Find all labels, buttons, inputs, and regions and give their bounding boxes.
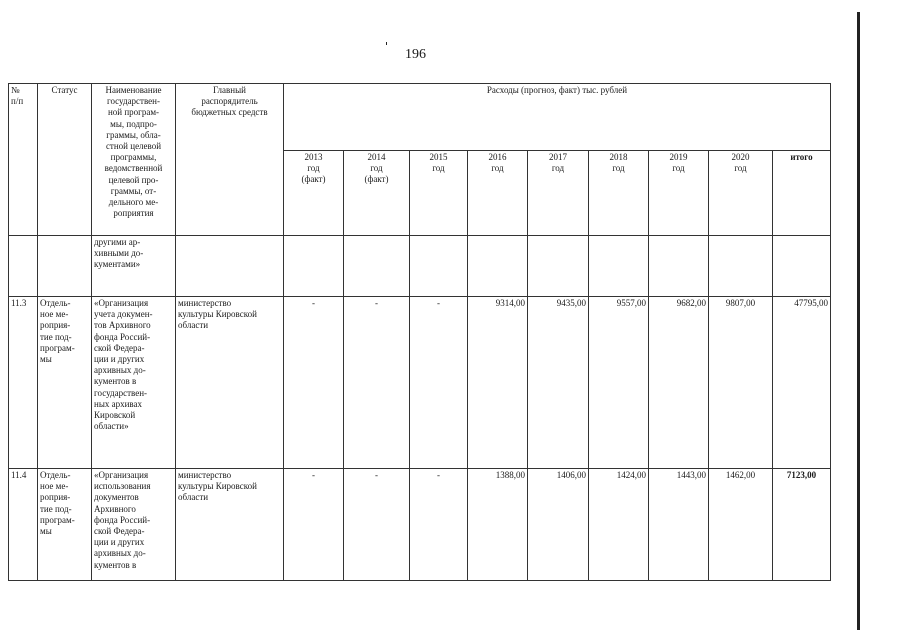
- value-cell: 9807,00: [709, 297, 773, 469]
- value-cell: 1406,00: [528, 469, 589, 581]
- value-cell: 9557,00: [589, 297, 649, 469]
- col-header-status: Статус: [38, 84, 92, 236]
- value-cell: -: [410, 469, 468, 581]
- total-cell: 47795,00: [773, 297, 831, 469]
- row-status: Отдель- ное ме- роприя- тие под- програм- мы: [38, 297, 92, 469]
- header-row: [9, 84, 831, 151]
- value-cell: -: [344, 297, 410, 469]
- year-header: 2017 год: [528, 151, 589, 236]
- value-cell: -: [284, 469, 344, 581]
- value-cell: 1443,00: [649, 469, 709, 581]
- year-header: 2015 год: [410, 151, 468, 236]
- page-number: 196: [405, 47, 426, 62]
- value-cell: -: [344, 469, 410, 581]
- table-row: [9, 297, 831, 469]
- continuation-row: [9, 236, 831, 297]
- year-header: 2020 год: [709, 151, 773, 236]
- row-manager: министерство культуры Кировской области: [176, 469, 284, 581]
- value-cell: 9435,00: [528, 297, 589, 469]
- table-row: [9, 469, 831, 581]
- year-header: 2014 год (факт): [344, 151, 410, 236]
- total-cell: 7123,00: [773, 469, 831, 581]
- value-cell: -: [410, 297, 468, 469]
- col-header-manager: Главный распорядитель бюджетных средств: [176, 84, 284, 236]
- continuation-name: другими ар- хивными до- кументами»: [92, 236, 176, 297]
- budget-expenses-table: [8, 83, 831, 581]
- row-name: «Организация учета докумен- тов Архивного фонда Россий- ской Федера- ции и других архивных до- кументов в государствен- ных архивах Кировской области»: [92, 297, 176, 469]
- year-header: 2018 год: [589, 151, 649, 236]
- year-header: 2013 год (факт): [284, 151, 344, 236]
- value-cell: 1424,00: [589, 469, 649, 581]
- value-cell: 1388,00: [468, 469, 528, 581]
- value-cell: -: [284, 297, 344, 469]
- col-header-num: № п/п: [9, 84, 38, 236]
- col-header-expenses: Расходы (прогноз, факт) тыс. рублей: [284, 84, 831, 151]
- total-header: итого: [773, 151, 831, 236]
- row-status: Отдель- ное ме- роприя- тие под- програм- мы: [38, 469, 92, 581]
- scan-dot: [386, 42, 387, 45]
- value-cell: 9314,00: [468, 297, 528, 469]
- year-header: 2016 год: [468, 151, 528, 236]
- scan-edge-line: [857, 12, 860, 630]
- row-num: 11.4: [9, 469, 38, 581]
- year-header: 2019 год: [649, 151, 709, 236]
- row-num: 11.3: [9, 297, 38, 469]
- row-name: «Организация использования документов Архивного фонда Россий- ской Федера- ции и других архивных до- кументов в: [92, 469, 176, 581]
- value-cell: 9682,00: [649, 297, 709, 469]
- col-header-name: Наименование государствен- ной програм- мы, подпро- граммы, обла- стной целевой программы, ведомственной целевой про- граммы, от- дельного ме- роприятия: [92, 84, 176, 236]
- row-manager: министерство культуры Кировской области: [176, 297, 284, 469]
- value-cell: 1462,00: [709, 469, 773, 581]
